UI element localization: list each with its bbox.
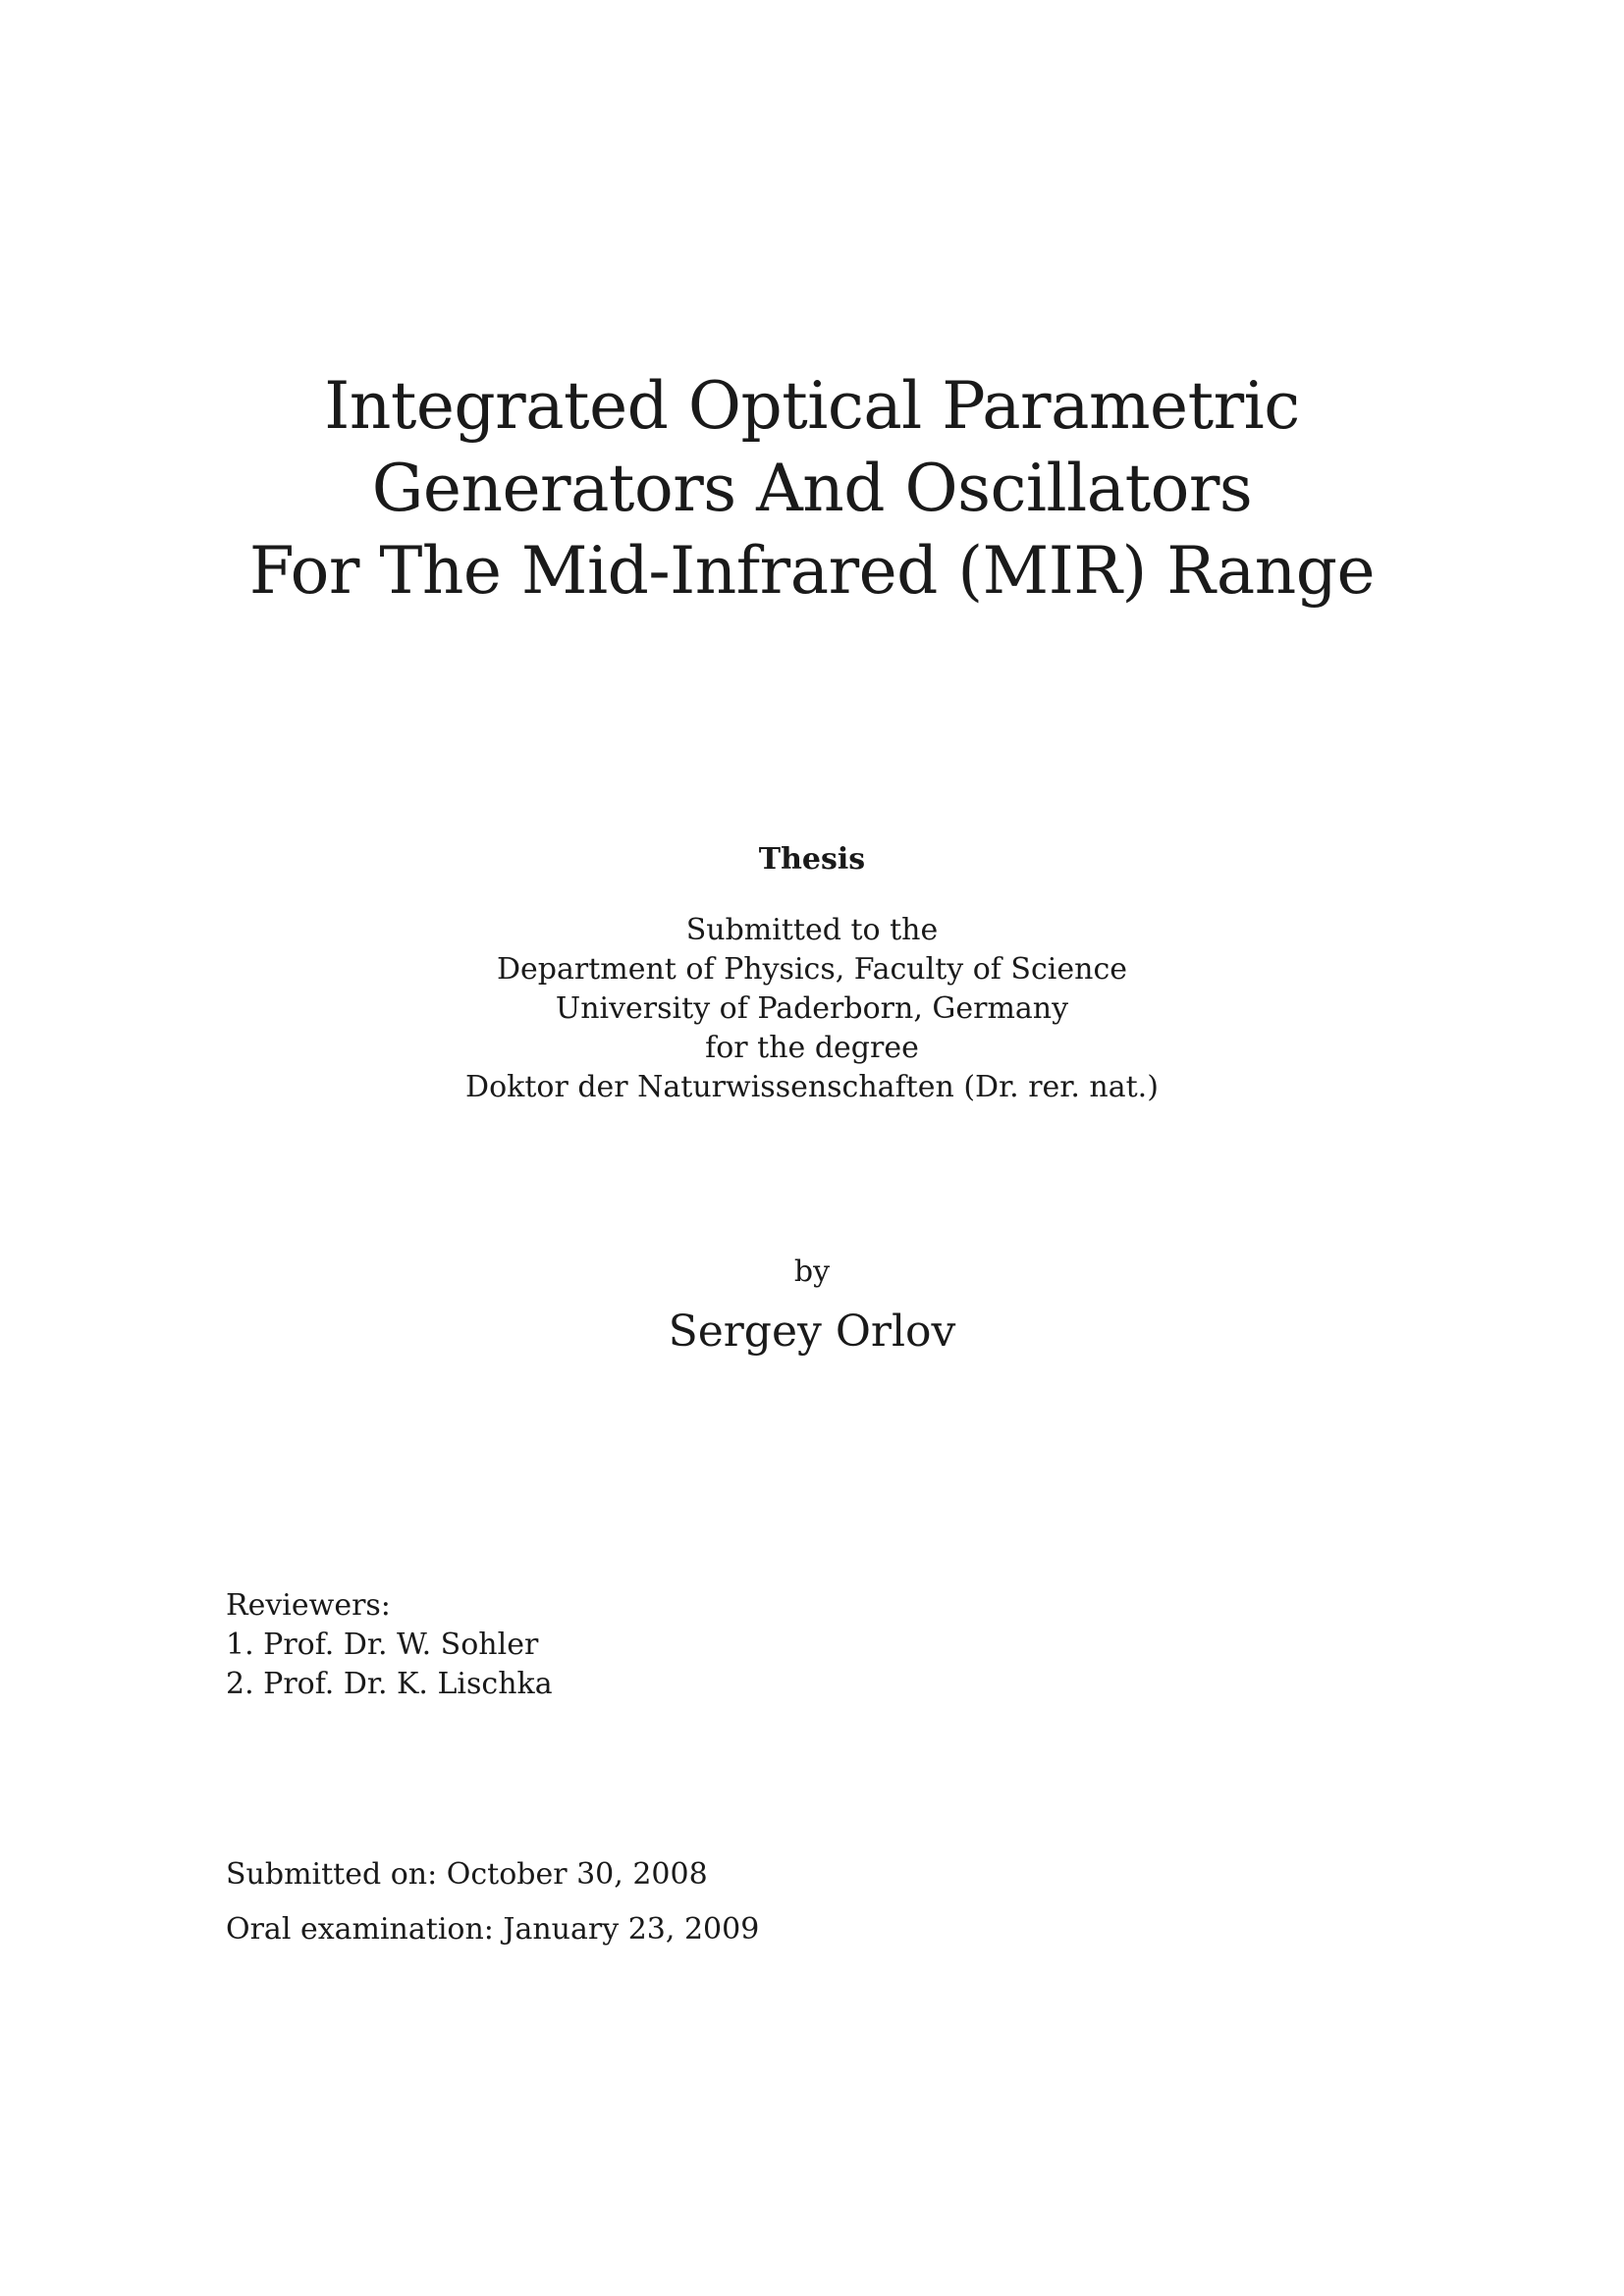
thesis-title: [0, 365, 1624, 613]
submission-statement: [0, 911, 1624, 1107]
submitted-date: Submitted on: October 30, 2008: [226, 1857, 708, 1892]
thesis-title-line-2: Generators And Oscillators: [371, 451, 1253, 526]
reviewer-2: 2. Prof. Dr. K. Lischka: [226, 1667, 553, 1701]
thesis-title-line-1: Integrated Optical Parametric: [324, 368, 1300, 444]
thesis-title-line-3: For The Mid-Infrared (MIR) Range: [248, 533, 1376, 609]
thesis-label: Thesis: [758, 842, 866, 877]
submission-line-5: Doktor der Naturwissenschaften (Dr. rer. nat.): [465, 1070, 1159, 1104]
author-name: Sergey Orlov: [668, 1307, 956, 1357]
submission-line-4: for the degree: [705, 1031, 919, 1065]
dates-section: [226, 1847, 759, 1957]
reviewers-section: [226, 1586, 553, 1704]
reviewers-heading: Reviewers:: [226, 1588, 391, 1623]
by-label: by: [793, 1255, 831, 1289]
submission-line-2: Department of Physics, Faculty of Science: [496, 952, 1128, 987]
reviewer-1: 1. Prof. Dr. W. Sohler: [226, 1628, 539, 1662]
oral-exam-date: Oral examination: January 23, 2009: [226, 1912, 760, 1947]
submission-line-3: University of Paderborn, Germany: [555, 991, 1069, 1026]
submission-line-1: Submitted to the: [685, 913, 939, 947]
